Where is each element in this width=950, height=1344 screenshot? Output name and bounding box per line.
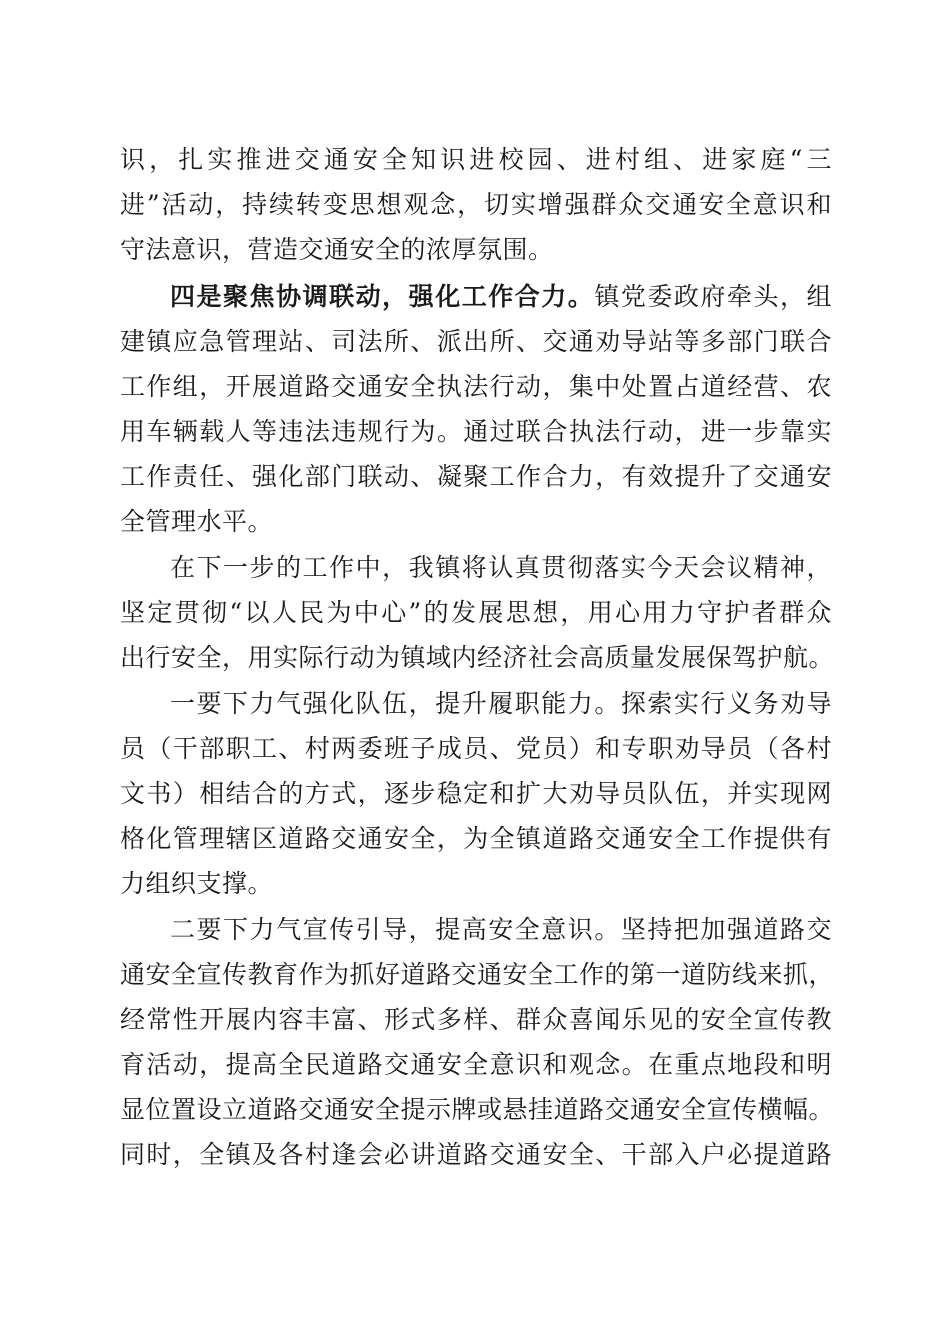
text-line: 守法意识，营造交通安全的浓厚氛围。: [120, 235, 554, 264]
text-line: 显位置设立道路交通安全提示牌或悬挂道路交通安全宣传横幅。: [120, 1095, 835, 1124]
text-line: 在下一步的工作中，我镇将认真贯彻落实今天会议精神，: [170, 553, 832, 582]
text-line: 通安全宣传教育作为抓好道路交通安全工作的第一道防线来抓，: [120, 960, 835, 989]
text-line: 出行安全，用实际行动为镇域内经济社会高质量发展保驾护航。: [120, 643, 835, 672]
text-line: 一要下力气强化队伍，提升履职能力。探索实行义务劝导: [170, 689, 832, 718]
text-line: 二要下力气宣传引导，提高安全意识。坚持把加强道路交: [170, 915, 832, 944]
text-line: 文书）相结合的方式，逐步稳定和扩大劝导员队伍，并实现网: [120, 779, 832, 808]
text-line: 力组织支撑。: [120, 869, 274, 898]
text-fragment: 镇党委政府牵头，组: [594, 282, 832, 311]
text-line: 工作责任、强化部门联动、凝聚工作合力，有效提升了交通安: [120, 462, 832, 491]
text-line: 全管理水平。: [120, 507, 274, 536]
paragraph-four-first-line: [170, 277, 832, 317]
text-line: 经常性开展内容丰富、形式多样、群众喜闻乐见的安全宣传教: [120, 1005, 832, 1034]
text-line: 育活动，提高全民道路交通安全意识和观念。在重点地段和明: [120, 1050, 832, 1079]
paragraph-heading: 四是聚焦协调联动，强化工作合力。: [170, 282, 595, 311]
text-line: 坚定贯彻“以人民为中心”的发展思想，用心用力守护者群众: [120, 598, 832, 627]
text-line: 用车辆载人等违法违规行为。通过联合执法行动，进一步靠实: [120, 417, 832, 446]
text-line: 同时，全镇及各村逢会必讲道路交通安全、干部入户必提道路: [120, 1140, 832, 1169]
text-line: 建镇应急管理站、司法所、派出所、交通劝导站等多部门联合: [120, 327, 832, 356]
text-line: 进”活动，持续转变思想观念，切实增强群众交通安全意识和: [120, 190, 832, 219]
text-line: 工作组，开展道路交通安全执法行动，集中处置占道经营、农: [120, 372, 832, 401]
text-line: 识，扎实推进交通安全知识进校园、进村组、进家庭“三: [120, 145, 832, 174]
text-line: 格化管理辖区道路交通安全，为全镇道路交通安全工作提供有: [120, 824, 832, 853]
text-line: 员（干部职工、村两委班子成员、党员）和专职劝导员（各村: [120, 734, 832, 763]
